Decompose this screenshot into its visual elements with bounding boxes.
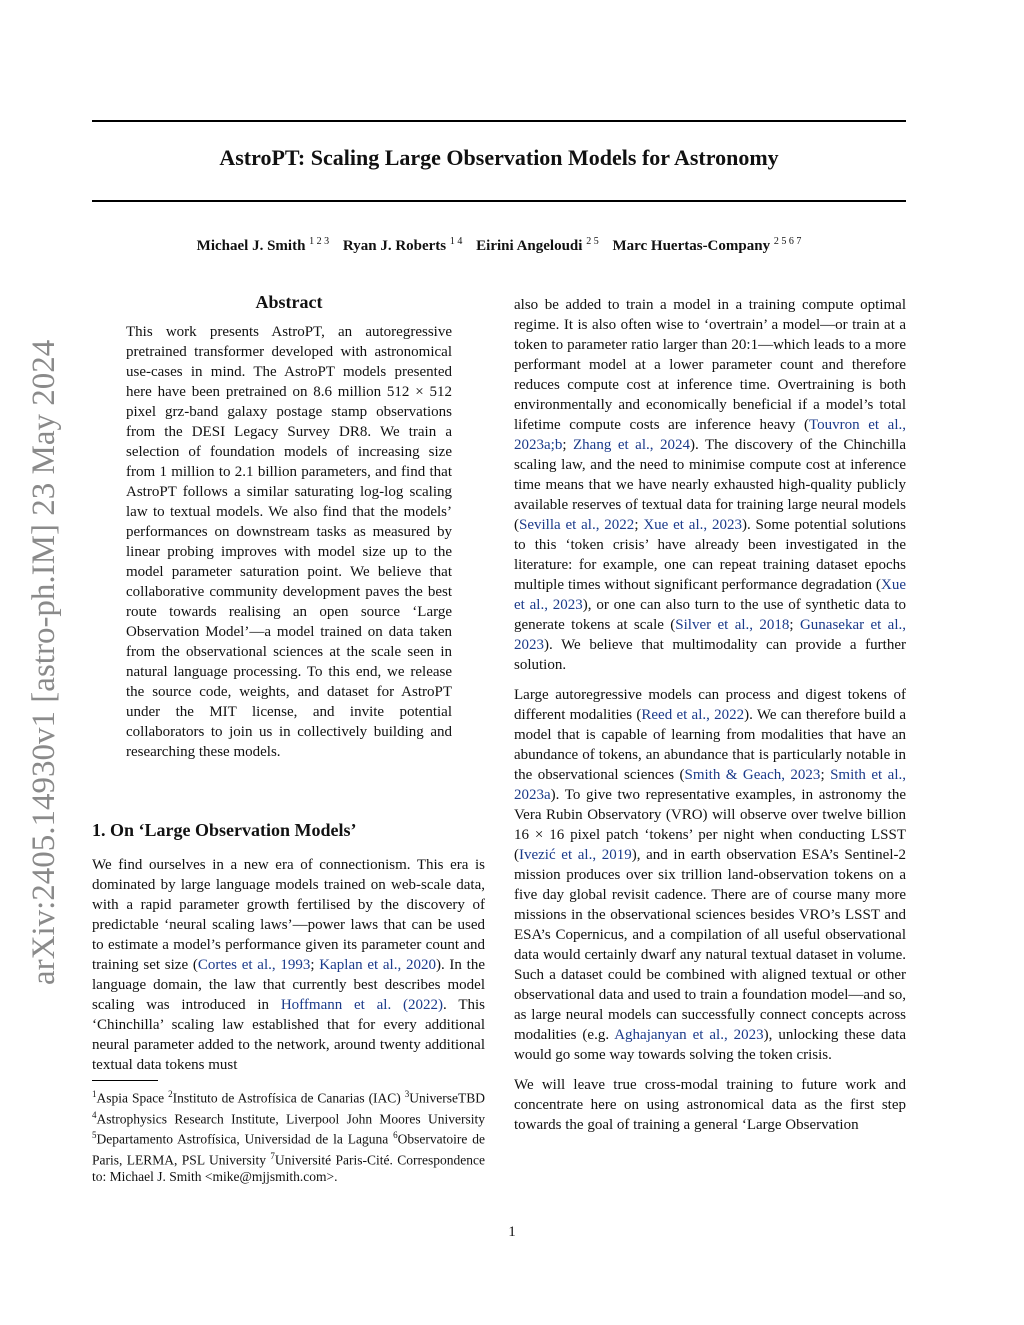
citation-link[interactable]: Smith & Geach, 2023 — [684, 767, 821, 783]
citation-link[interactable]: Xue et al., 2023 — [514, 577, 906, 613]
citation-link[interactable]: Hoffmann et al. (2022) — [280, 997, 444, 1013]
title-rule-top — [92, 120, 906, 122]
body-paragraph: We will leave true cross-modal training to future work and concentrate here on using astronomical data as the first step towards the goal of training a general ‘Large Observation — [514, 1077, 906, 1133]
footnote-text: $^1$Aspia Space $^2$Instituto de Astrofísica de Canarias (IAC) $^3$UniverseTBD $^4$Astrophysics Research Institute, Liverpool John Moores University $^5$Departamento Astrofísica, Universidad de la Laguna $^6$Observatoire de Paris, LERMA, PSL University $^7$Université Paris-Cité. Correspondence to: Michael J. Smith <mike@mjjsmith.com>. — [92, 1089, 485, 1184]
body-paragraph: also be added to train a model in a training compute optimal regime. It is also often wise to ‘overtrain’ a model—or train at a token to parameter ratio larger than 20:1—which leads to a more performant model at a lower parameter count and therefore reduces compute cost at inference time. Overtraining is both environmentally and economically beneficial if a model’s total lifetime compute costs are inference heavy (Touvron et al., 2023a;b; Zhang et al., 2024). The discovery of the Chinchilla scaling law, and the need to minimise compute cost at inference time means that we have nearly exhausted high-quality publicly available reserves of textual data for training large neural models (Sevilla et al., 2022; Xue et al., 2023). Some potential solutions to this ‘token crisis’ have already been investigated in the literature: for example, one can repeat training dataset epochs multiple times without significant performance degradation (Xue et al., 2023), or one can also turn to the use of synthetic data to generate tokens at scale (Silver et al., 2018; Gunasekar et al., 2023). We believe that multimodality can provide a further solution. — [514, 297, 907, 673]
author-affiliation: 2 5 — [586, 236, 599, 247]
citation-link[interactable]: Xue et al., 2023 — [643, 517, 742, 533]
author-name: Marc Huertas-Company — [612, 238, 771, 254]
right-column-body — [514, 295, 906, 1135]
citation-link[interactable]: Reed et al., 2022 — [641, 707, 745, 723]
author-affiliation: 2 5 6 7 — [773, 236, 802, 247]
author — [343, 238, 462, 254]
author-name: Eirini Angeloudi — [476, 238, 583, 254]
footnote-marker: 4 — [92, 1109, 97, 1120]
citation-link[interactable]: Kaplan et al., 2020 — [319, 957, 436, 973]
citation-link[interactable]: Gunasekar et al., 2023 — [514, 617, 906, 653]
footnote-rule — [92, 1080, 158, 1081]
abstract-heading: Abstract — [255, 292, 323, 312]
paper-title: AstroPT: Scaling Large Observation Models for Astronomy — [219, 145, 779, 170]
abstract-text: This work presents AstroPT, an autoregressive pretrained transformer developed with astronomical use-cases in mind. The AstroPT models presented here have been pretrained on 8.6 million 512 × 512 pixel grz-band galaxy postage stamp observations from the DESI Legacy Survey DR8. We train a selection of foundation models of increasing size from 1 million to 2.1 billion parameters, and find that AstroPT follows a similar saturating log-log scaling law to textual models. We also find that the models’ performances on downstream tasks as measured by linear probing improves with model size up to the model parameter saturation point. We believe that collaborative community development paves the best route towards realising an open source ‘Large Observation Model’—a model trained on data taken from the observational sciences at the scale seen in natural language processing. To this end, we release the source code, weights, and dataset for AstroPT under the MIT license, and invite potential collaborators to join us in collectively building and researching these models. — [126, 324, 452, 760]
author-name: Ryan J. Roberts — [342, 238, 447, 254]
footnote-marker: 7 — [270, 1150, 275, 1161]
citation-link[interactable]: Touvron et al., 2023a;b — [514, 417, 906, 453]
citation-link[interactable]: Zhang et al., 2024 — [573, 437, 691, 453]
author — [197, 238, 330, 254]
author — [612, 238, 801, 254]
affiliation-footnotes — [92, 1086, 485, 1185]
author-name: Michael J. Smith — [196, 238, 306, 254]
body-paragraph: We find ourselves in a new era of connectionism. This era is dominated by large language models trained on web-scale data, with a rapid parameter growth fertilised by the discovery of predictable ‘neural scaling laws’—power laws that can be used to estimate a model’s performance given its parameter count and training set size (Cortes et al., 1993; Kaplan et al., 2020). In the language domain, the law that currently best describes model scaling was introduced in Hoffmann et al. (2022). This ‘Chinchilla’ scaling law established that for every additional neural parameter added to the network, around twenty additional textual data tokens must — [92, 857, 485, 1073]
citation-link[interactable]: Sevilla et al., 2022 — [519, 517, 635, 533]
author — [476, 238, 599, 254]
footnote-marker: 6 — [393, 1130, 398, 1140]
citation-link[interactable]: Ivezić et al., 2019 — [519, 847, 632, 863]
author-affiliation: 1 4 — [449, 236, 463, 247]
title-rule-bottom — [92, 200, 906, 202]
body-paragraph: Large autoregressive models can process and digest tokens of different modalities (Reed et al., 2022). We can therefore build a model that is capable of learning from modalities that have an abundance of tokens, an abundance that is particularly notable in the observational sciences (Smith & Geach, 2023; Smith et al., 2023a). To give two representative examples, in astronomy the Vera Rubin Observatory (VRO) will observe over twelve billion 16 × 16 pixel patch ‘tokens’ per night when conducting LSST (Ivezić et al., 2019), and in earth observation ESA’s Sentinel-2 mission produces over six trillion land-observation tokens on a five day global revisit cadence. There are of course many more missions in the observational sciences besides VRO’s LSST and ESA’s Copernicus, and a compilation of all useful observational data would certainly dwarf any natural textual dataset in volume. Such a dataset could be combined with aligned textual or other observational data and used to train a foundation model—and so, as large neural models can successfully connect concepts across modalities (e.g. Aghajanyan et al., 2023), unlocking these data would go some way towards solving the token crisis. — [514, 687, 906, 1063]
citation-link[interactable]: Smith et al., 2023a — [514, 767, 906, 803]
footnote-marker: 2 — [168, 1089, 173, 1099]
abstract — [126, 290, 452, 762]
arxiv-watermark: arXiv:2405.14930v1 [astro-ph.IM] 23 May 2024 — [26, 339, 62, 985]
page-number: 1 — [508, 1224, 516, 1240]
left-column-body — [92, 818, 485, 1075]
section-heading: 1. On ‘Large Observation Models’ — [92, 820, 357, 840]
footnote-marker: 3 — [404, 1089, 410, 1099]
citation-link[interactable]: Silver et al., 2018 — [675, 617, 790, 633]
author-affiliation: 1 2 3 — [309, 236, 330, 247]
footnote-marker: 5 — [92, 1130, 97, 1140]
citation-link[interactable]: Cortes et al., 1993 — [197, 957, 311, 973]
author-list — [92, 236, 906, 255]
footnote-marker: 1 — [92, 1089, 97, 1099]
citation-link[interactable]: Aghajanyan et al., 2023 — [614, 1027, 764, 1043]
